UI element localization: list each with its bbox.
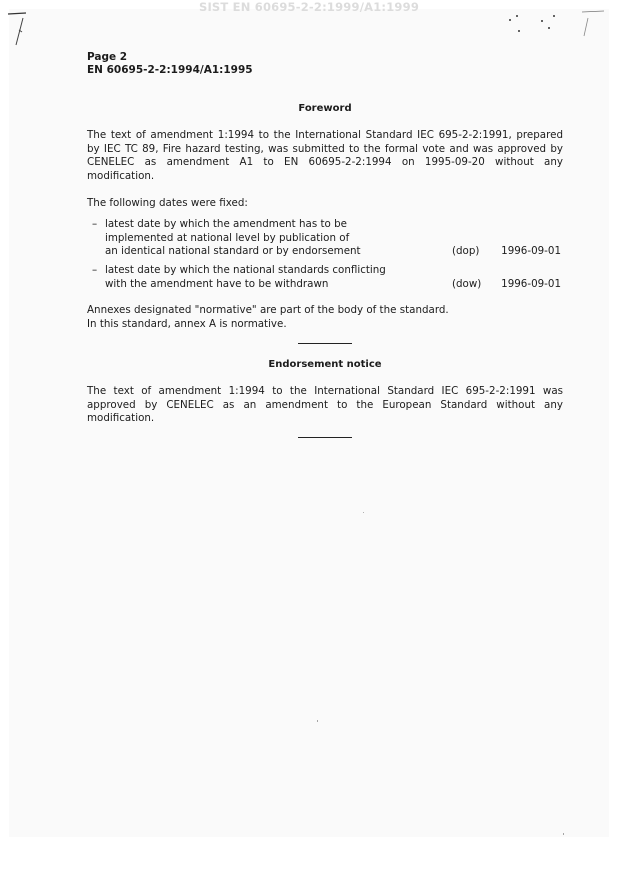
scan-speck [363, 512, 364, 513]
date-item-text [105, 218, 445, 259]
date-value: 1996-09-01 [501, 245, 561, 257]
endorsement-text: The text of amendment 1:1994 to the International Standard IEC 695-2-2:1991 was approved by CENELEC as an amendment to the European Standard without any modification. [87, 385, 563, 424]
foreword-intro: The text of amendment 1:1994 to the International Standard IEC 695-2-2:1991, prepared by IEC TC 89, Fire hazard testing, was submitted to the formal vote and was approved by CENELEC as amendment A1 to EN 60695-2-2:1994 on 1995-09-20 without any modification. [87, 129, 563, 182]
date-item-line: implemented at national level by publication of [105, 231, 350, 244]
list-dash: – [92, 264, 98, 276]
foreword-title: Foreword [298, 103, 352, 114]
date-item-dop [92, 218, 562, 260]
endorsement-title: Endorsement notice [268, 359, 382, 370]
document-id: EN 60695-2-2:1994/A1:1995 [87, 64, 253, 76]
date-code: (dow) [452, 278, 482, 290]
watermark: SIST EN 60695-2-2:1999/A1:1999 [198, 0, 420, 14]
date-item-line: latest date by which the amendment has to be [105, 218, 347, 230]
corner-scribble [578, 10, 608, 40]
scan-speck [541, 20, 543, 22]
scan-speck [516, 15, 518, 17]
list-dash: – [92, 218, 98, 230]
date-item-line: with the amendment have to be withdrawn [105, 277, 329, 290]
date-item-text [105, 264, 455, 291]
page-header [87, 51, 253, 77]
date-item-line: latest date by which the national standards conflicting [105, 264, 386, 276]
scan-speck [548, 27, 550, 29]
page-label: Page 2 [87, 51, 128, 63]
scan-speck [509, 19, 511, 21]
section-divider [298, 437, 352, 438]
date-value: 1996-09-01 [501, 278, 561, 290]
scan-speck [317, 720, 318, 722]
date-item-line: an identical national standard or by endorsement [105, 245, 361, 257]
dates-intro: The following dates were fixed: [87, 197, 248, 209]
section-divider [298, 343, 352, 344]
scan-speck [553, 15, 555, 17]
date-code: (dop) [452, 245, 480, 257]
scan-speck [563, 833, 564, 835]
date-item-dow [92, 264, 562, 292]
annex-note [87, 304, 563, 331]
annex-line: Annexes designated "normative" are part of the body of the standard. [87, 304, 449, 316]
margin-scribble [6, 10, 30, 50]
annex-line: In this standard, annex A is normative. [87, 317, 287, 330]
scan-speck [518, 30, 520, 32]
